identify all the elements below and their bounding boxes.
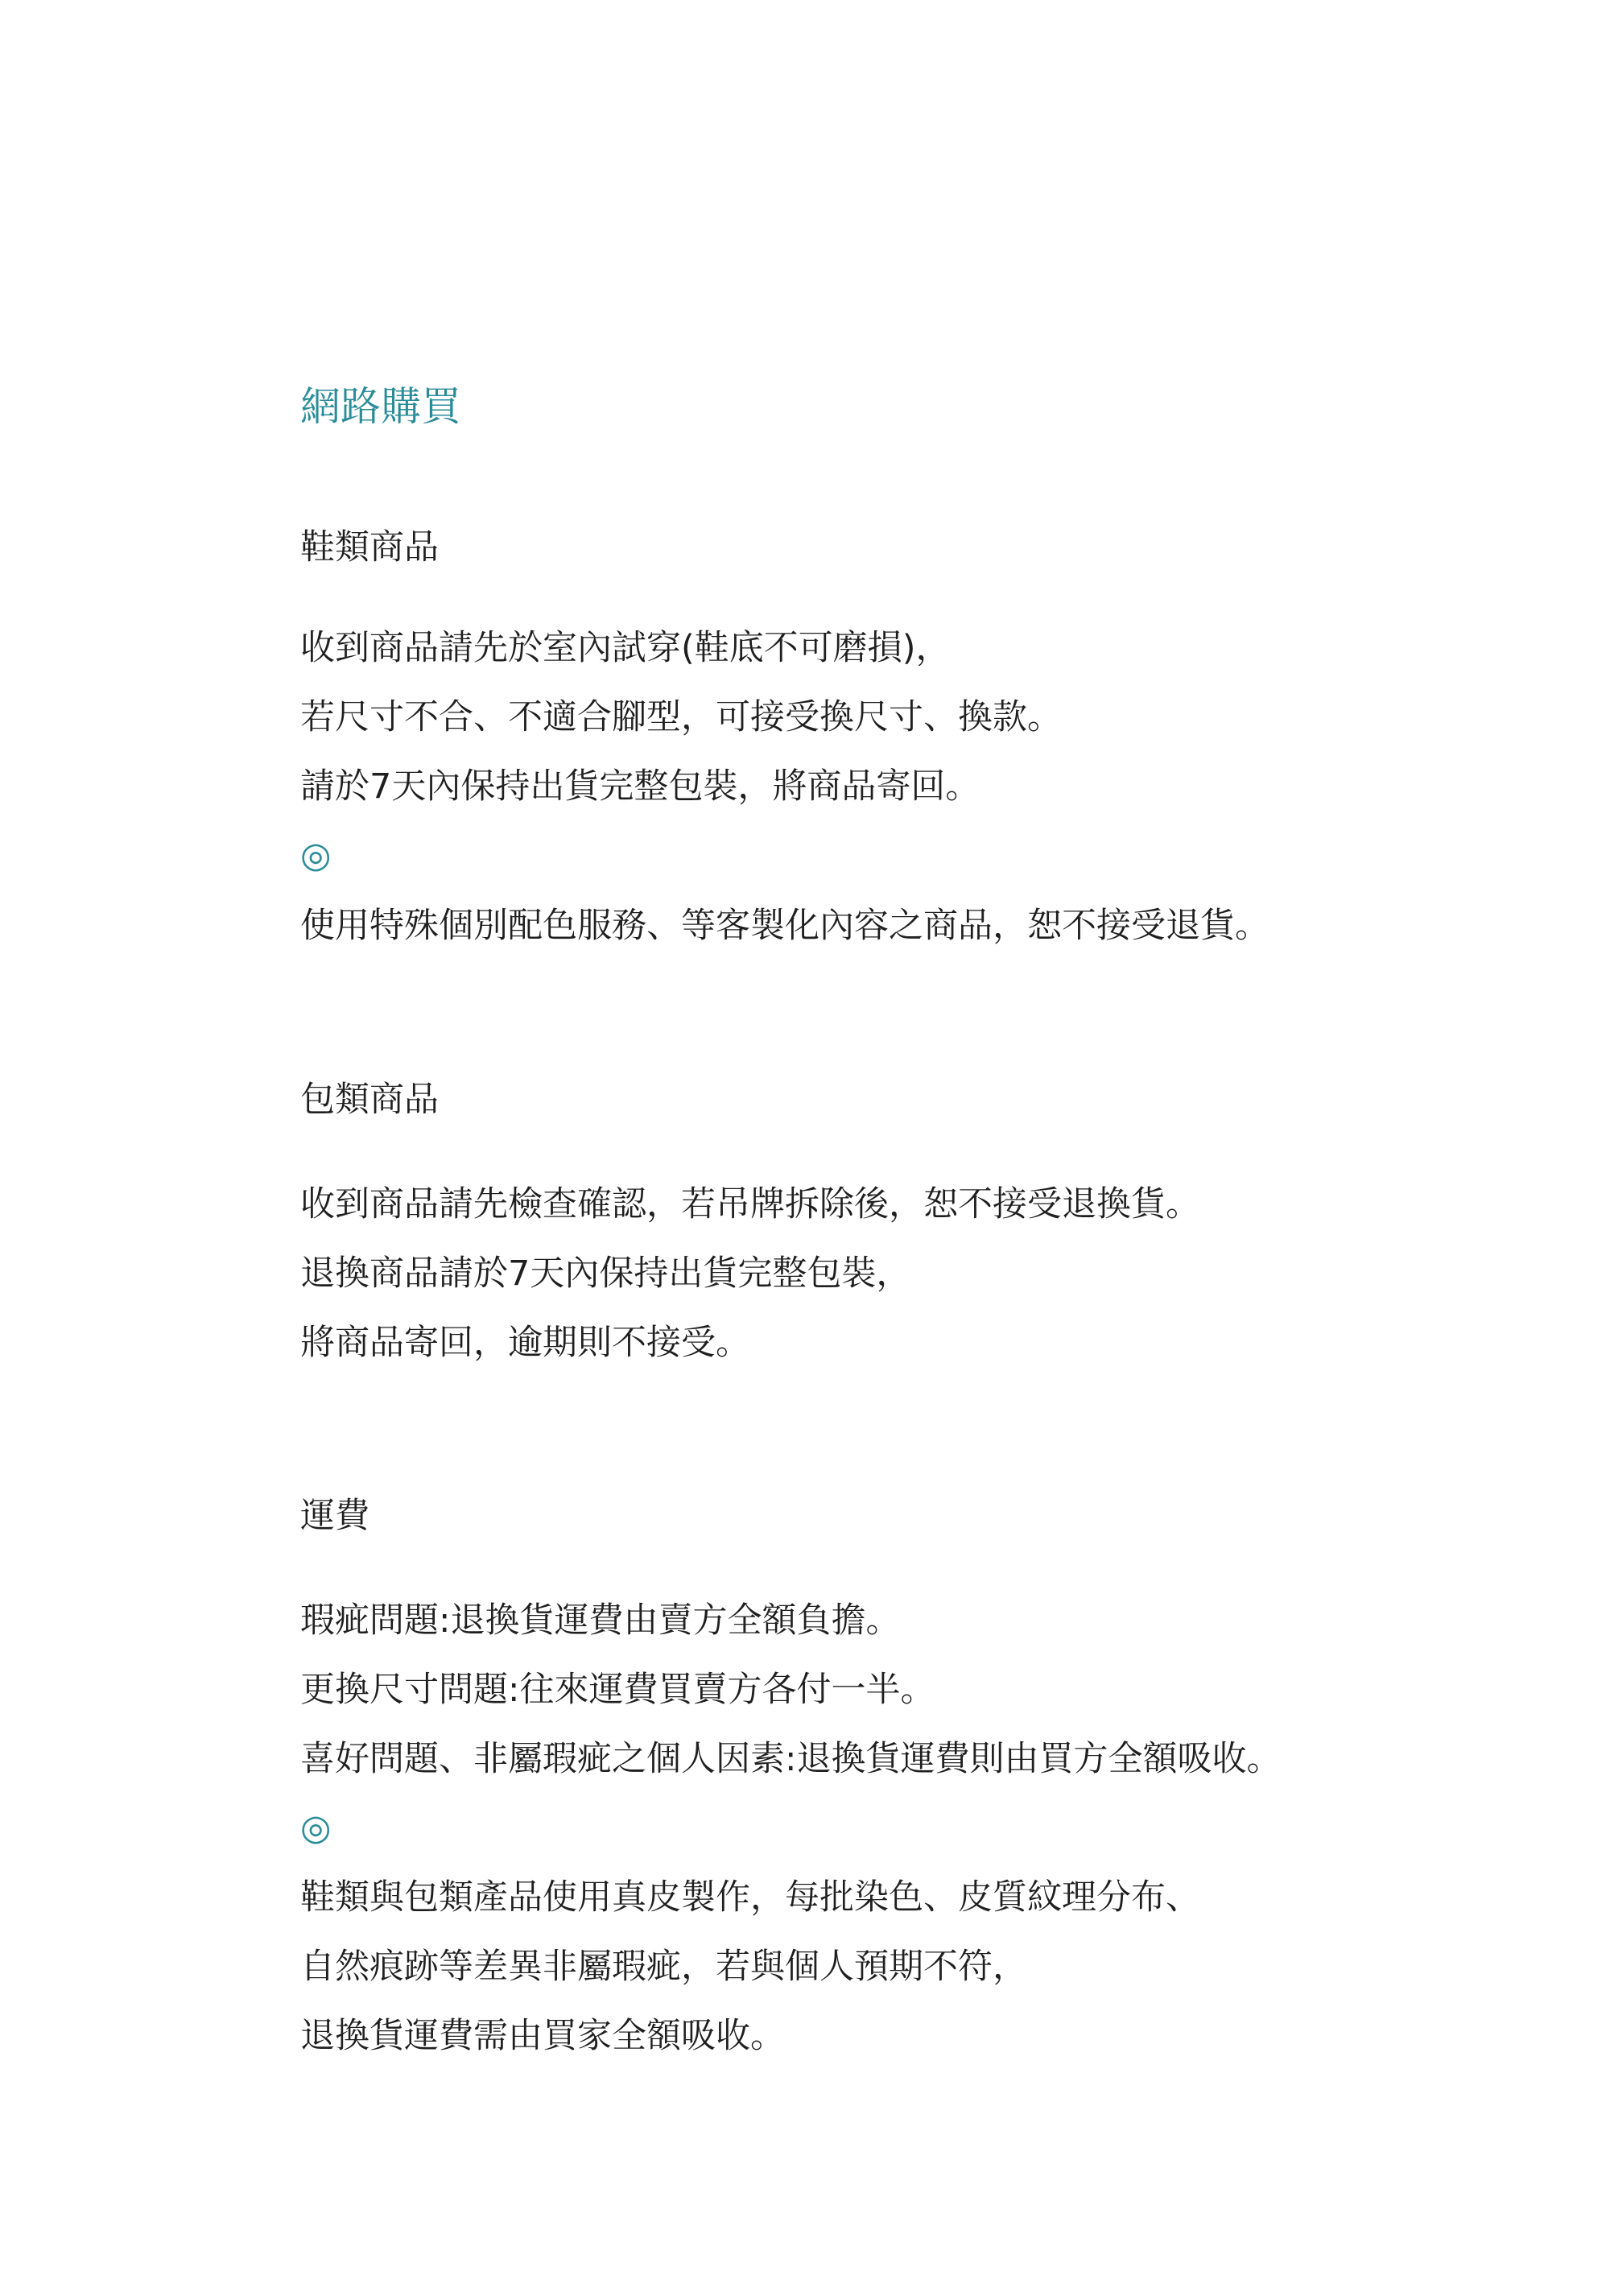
shipping-line-2: 更換尺寸問題:往來運費買賣方各付一半。	[300, 1670, 935, 1710]
bags-line-1: 收到商品請先檢查確認，若吊牌拆除後，恕不接受退換貨。	[300, 1184, 1200, 1224]
shipping-section-heading: 運費	[300, 1496, 369, 1536]
shipping-line-3: 喜好問題、非屬瑕疵之個人因素:退換貨運費則由買方全額吸收。	[300, 1739, 1282, 1779]
shoes-custom-note: 使用特殊個別配色服務、等客製化內容之商品，恕不接受退貨。	[300, 906, 1269, 946]
shipping-note-line-2: 自然痕跡等差異非屬瑕疵，若與個人預期不符，	[300, 1947, 1027, 1987]
shipping-note-line-1: 鞋類與包類產品使用真皮製作，每批染色、皮質紋理分布、	[300, 1877, 1200, 1918]
bags-line-3: 將商品寄回，逾期則不接受。	[300, 1323, 750, 1363]
shipping-line-1: 瑕疵問題:退換貨運費由賣方全額負擔。	[300, 1600, 901, 1641]
shipping-note-line-3: 退換貨運費需由買家全額吸收。	[300, 2016, 785, 2056]
shipping-note-marker-icon: ◎	[300, 1807, 332, 1848]
page-title: 網路購買	[300, 383, 461, 430]
shoes-section-heading: 鞋類商品	[300, 527, 439, 568]
bags-section-heading: 包類商品	[300, 1080, 439, 1120]
shoes-line-2: 若尺寸不合、不適合腳型，可接受換尺寸、換款。	[300, 697, 1062, 737]
bags-line-2: 退換商品請於7天內保持出貨完整包裝，	[300, 1253, 911, 1294]
shoes-line-1: 收到商品請先於室內試穿(鞋底不可磨損)，	[300, 628, 951, 668]
shoes-line-3: 請於7天內保持出貨完整包裝，將商品寄回。	[300, 766, 980, 807]
shoes-note-marker-icon: ◎	[300, 835, 332, 876]
